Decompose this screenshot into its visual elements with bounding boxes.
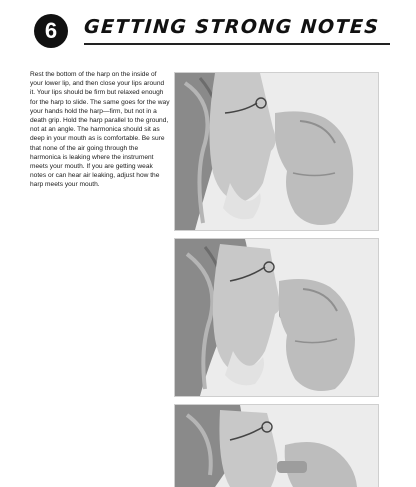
- photo-illustration: [175, 239, 378, 396]
- photo-harmonica-approach: [174, 72, 379, 231]
- instruction-paragraph: Rest the bottom of the harp on the inside of your lower lip, and then close your lips around it. Your lips should be firm but relaxed enough for the harp to slide. The same goes for the way your hands hold the harp—firm, but not in a death grip. Hold the harp parallel to the ground, not at an angle. The harmonica should sit as deep in your mouth as is comfortable. Be sure that none of the air going through the harmonica is leaking where the instrument meets your mouth. If you are getting weak notes or can hear air leaking, adjust how the harp meets your mouth.: [30, 71, 170, 189]
- title-underline: [84, 43, 390, 45]
- step-number-badge: 6: [34, 14, 68, 48]
- photo-harmonica-in-mouth: [174, 238, 379, 397]
- photo-illustration: [175, 405, 378, 487]
- photo-harmonica-partial: [174, 404, 379, 487]
- page-title: GETTING STRONG NOTES: [83, 16, 381, 38]
- chapter-header: [14, 12, 404, 52]
- photo-illustration: [175, 73, 378, 230]
